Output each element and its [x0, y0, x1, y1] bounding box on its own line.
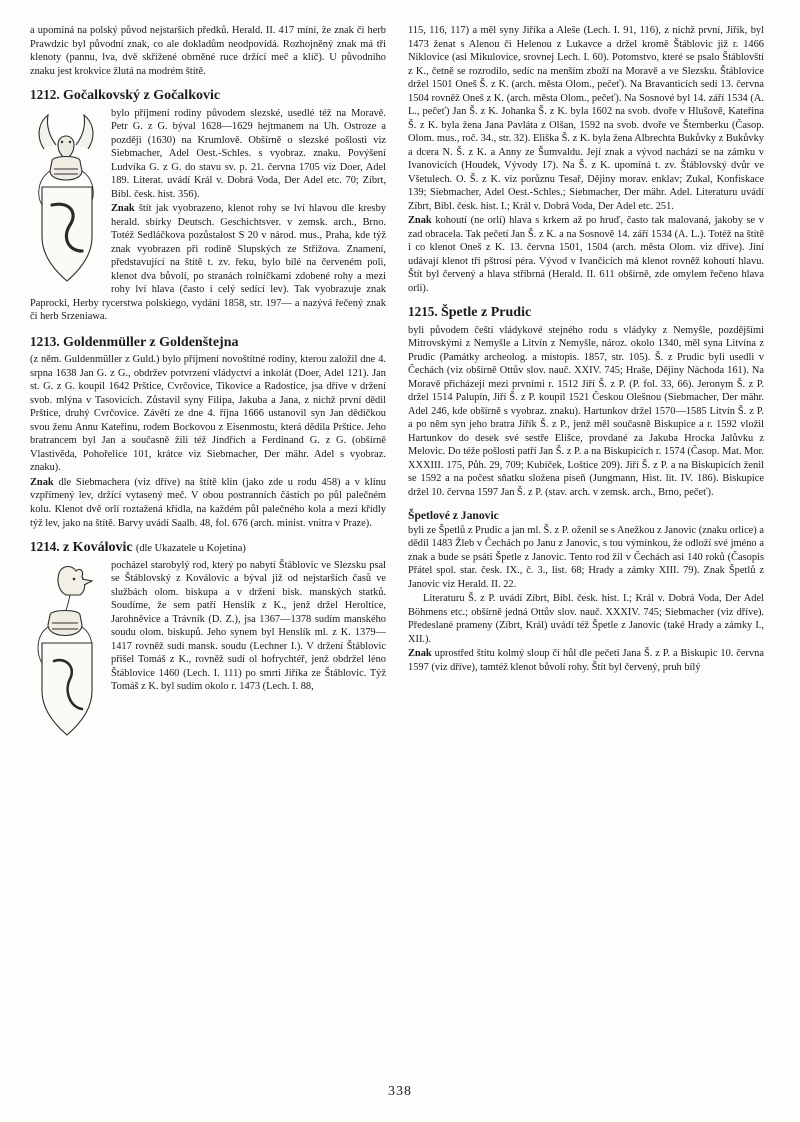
znak-label: Znak [111, 203, 135, 215]
entry-name: Goldenmüller z Goldenštejna [62, 334, 239, 350]
znak-text: kohoutí (ne orlí) hlava s krkem až po hruď, často tak malovaná, jakoby se v zad obracela. Tak pečetí Jan Š. z K. a na Sosnově 14. září 1534 (A. L.). Totéž na štítě i co klenot Oneš z K. 13. června 1501, 1504 (arch. města Olom. viz dříve). Jiní udávají klenot tři pštrosí péra. Vývod v Ivančicích má klenot rovněž kohoutí hlavu. Štít byl červený a hlava stříbrná (Herald. II. 611 obšírně, zde omylem řečeno hlava orlí). [408, 215, 764, 294]
znak-label: Znak [30, 476, 54, 488]
entry-heading-1213 [30, 334, 386, 352]
paragraph: 115, 116, 117) a měl syny Jiříka a Aleše (Lech. I. 91, 116), z nichž první, Jiřík, byl 1473 ženat s Alenou či Helenou z Lukavce a držel kromě Štáblovic již r. 1466 Niklovice (asi Mikulovice, srovnej Lech. I. 60). Potomstvo, které se psalo Štáblovští z K., četně se rozrodilo, sedíc na menším zboží na Moravě a ve Slezsku. Štáblovice držel 1501 Oneš Š. z K. (arch. města Olom., pečeť). Na Bravanticích sedí 13. června 1504 rovněž Oneš z K. (arch. města Olom., pečeť). Na Sosnové byl 14. září 1534 (A. L., pečeť) Jan Š. z K. Johanka Š. z K. byla 1602 na svob. dvoře v Hlušově, Kateřina Š. z K. byla žena Jana Pavláta z Olšan, 1592 na svob. dvoře ve Šternberku (Časop. Olom. mus., roč. 34., str. 32). Eliška Š. z K. byla žena Albrechta Bukůvky z Bukůvky a dcera N. Š. z K. a Anny ze Šumvaldu. Její znak a vývod nachází se na zámku v Ivanovicích (Houdek, Vývody 17). Na Š. z K. upomíná t. zv. Štáblovský dvůr ve Všetulech. O. Š. z K. viz porůznu Tesař, Dějiny morav. enklav; Zukal, Konfiskace 139; Siebmacher, Adel Oest.-Schles.; Siebmacher, Der mähr. Adel. Literaturu uvádí Zíbrt, Bibl. česk. hist. I.; Král v. Dobrá Voda, Der Adel etc. 251. [408, 25, 764, 212]
entry-name-note: (dle Ukazatele u Kojetína) [135, 543, 246, 555]
znak-text: uprostřed štítu kolmý sloup či hůl dle pečeti Jana Š. z P. a Biskupic 10. června 1597 (viz dříve), tamtéž klenot bůvolí rohy. Štít byl červený, pruh bílý [408, 648, 764, 673]
coat-of-arms-kovalovic [30, 561, 104, 739]
paragraph: (z něm. Guldenmüller z Guld.) bylo příjmení novoštítné rodiny, kterou založil dne 4. srpna 1638 Jan G. z G., obdržev potvrzení vládyctví a inkolát (Doer, Adel 121). Jan st. G. z G. koupil 1642 Prštice, Cvrčovice, Tikovice a Radostice, jsa dříve v držení svob. mlýna v Tasovicích. Zůstavil syny Filipa, Jakuba a Jana, z nichž první dědil Prštice, druhý Cvrčovice. Závětí ze dne 4. října 1666 ustanovil syn Jan dědičkou svou ženu Annu Kateřinu, rodem Bockovou z Eisenmostu, která dědila Prštice. Jeho bratrancem byl Jan a současně žili též Jindřich a Ferdinand G. z G. (obšírně Vlastivěda, Pohořelice 101, krátce viz Siebmacher, Der mähr. Adel s vyobraz. znaku). [30, 354, 386, 474]
paragraph: bylo příjmení rodiny původem slezské, usedlé též na Moravě. Petr G. z G. býval 1628—1629 hejtmanem na Uh. Ostroze a později (1630) na Krumlově. Obšírně o slezské pošlosti viz Siebmacher, Adel Oest.-Schles. s vyobraz. znaku. Povýšení Ludvíka G. z G. do stavu sv. p. 21. června 1705 viz Doer, Adel 189. Literat. uvádí Král v. Dobrá Voda, Der Adel etc. 70; Zíbrt, Bibl. česk. hist. 356). [111, 107, 386, 200]
two-column-layout [30, 24, 770, 1064]
paragraph-literature: Literaturu Š. z P. uvádí Zíbrt, Bibl. česk. hist. I.; Král v. Dobrá Voda, Der Adel Böhmens etc.; obšírně jedná Ottův slov. nauč. XXXIV. 745; Siebmacher (viz dříve). Předeslané prameny (Zíbrt, Král) uvádí též Špetle z Janovic (také Hrady a zámky I., XII.). [408, 593, 764, 645]
entry-heading-1212 [30, 87, 386, 105]
paragraph-znak [30, 476, 386, 530]
znak-label: Znak [408, 648, 432, 660]
entry-number: 1213. [30, 333, 60, 349]
entry-number: 1215. [408, 304, 438, 320]
entry-heading-1214 [30, 539, 386, 557]
paragraph: pocházel starobylý rod, který po nabytí Štáblovic ve Slezsku psal se Štáblovský z Koválovic a býval již od nejstarších časů ve službách olom. biskupa a v držení bisk. manských statků. Soudíme, že sem patří Henslík z K., jenž držel Heroltice, Jarohněvice a Trávník (D. Z.), jsa 1367—1378 sudím manského soudu olom. biskupů. Jeho synem byl Henslík ml. z K. 1379—1417 rovněž sudí mansk. soudu (Lechner I.). V držení Štáblovic přišel Tomáš z K., rovněž sudí ol hofrychtéř, jenž obdržel léno Štáblovice 1460 (Lech. I. 111) po smrti Jiříka ze Štáblovic. Týž Tomáš z K. byl sudím okolo r. 1473 (Lech. I. 88, [111, 559, 386, 693]
entry-heading-1215 [408, 304, 764, 322]
znak-text: dle Siebmachera (viz dříve) na štítě klín (jako zde u rodu 458) a v klínu vzpřímený lev, držící vytasený meč. V obou postranních částích po půl palečném kolu. Klenot dvě orlí roztažená křídla, na každém půl palečného kola a mezi křídly týž lev, jako na štítě. Barvy uvádí Saalb. 48, fol. 676 (arch. minist. vnitra v Praze). [30, 476, 386, 529]
entry-number: 1212. [30, 87, 60, 103]
coat-of-arms-gocalkovsky [30, 109, 104, 287]
subentry-name: Špetlové z Janovic [408, 508, 499, 522]
znak-label: Znak [408, 215, 432, 227]
paragraph: byli původem čeští vládykové stejného rodu s vládyky z Nemyšle, pozdějšími Mitrovskými z Nemyšle a Litvín z Nemyšle, nároz. okolo 1340, měl syna Litvína z Prudic (Památky archeolog. a místopis. 1857, str. 105). Š. z Prudic byli usedli v Čechách (viz obšírně Ottův slov. nauč. XXIV. 745; Hraše, Dějiny Náchoda 161). Na Moravě přicházejí mezi prvními r. 1512 Jiří Š. z P. (P. fol. 33, 66). Jeronym Š. z P. držel 1514 Palupín, Jiří Š. z P. koupil 1521 Českou Olešnou (Siebmacher, Der mähr. Adel 246, kde obšírně s vyobraz. znaku). Hartunkov držel 1570—1585 Litvín Š. z P. a po něm syn jeho bratra Jiřík Š. z P., jenž měl současně Biskupice a r. 1592 vložil Hartunkov do desek své sestře Elišce, provdané za Jakuba Hrocka Jalůvku z Melovic. Do téže pošlosti patří Jan Š. z P. a na Biskupicích r. 1574 (Časop. Mat. Mor. XXXIII. 175, Půh. 29, 709; Kubíček, Loštice 209). Jiří Š. z P. a na Biskupicích ženil se 1592 a na počest sňatku složena píseň (Jungmann, Hist. lit. IV. 186). Biskupice držel 10. června 1597 Jan Š. z P. (stav. arch. v zemsk. arch., Brno, pečeť). [408, 324, 764, 498]
right-column [408, 24, 764, 1064]
paragraph: byli ze Špetlů z Prudic a jan ml. Š. z P. oženil se s Anežkou z Janovic (znaku orlice) a dědil 1483 Žleb v Čechách po Janu z Janovic, s tou výmínkou, že odloží své jméno a znak a bude se psáti Špetle z Janovic. Tento rod žil v Čechách asi 140 roků (Časopis Přátel spol. star. česk. IX., č. 3., list. 68; Hrady a zámky XIII. 79). Znak Špetlů z Janovic viz Herald. II. 22. [408, 524, 764, 590]
paragraph: a upomíná na polský původ nejstarších předků. Herald. II. 417 míní, že znak či herb Prawdzic byl původní znak, co ale dokladům neodpovídá. Rozhojněný znak má tři klenoty (pannu, lva, dvě skřížené obrněné ruce držící meč a klíč). U původního znaku jest krokvice žlutá na modrém štítě. [30, 25, 386, 77]
entry-name: Gočalkovský z Gočalkovic [62, 88, 221, 104]
entry-name: Špetle z Prudic [440, 305, 532, 321]
entry-name: z Koválovic [62, 540, 133, 556]
page-number: 338 [388, 1084, 412, 1099]
paragraph-znak [408, 214, 764, 295]
subentry-heading-spetlove [408, 508, 764, 523]
znak-text: štít jak vyobrazeno, klenot rohy se lví hlavou dle kresby herald. sbírky Deutsch. Geschichtsver. v zemsk. arch., Brno. Totéž Sedláčkova pozůstalost S 20 v národ. mus., Praha, kde týž znak vyobrazen při rodině Slupských ze Střížova. Znamení, představující na štítě t. zv. řeku, bylo bílé na červeném poli, klenot dva bůvolí, po stranách rolničkami zdobené rohy a mezi rohy lví hlava (často i celý sedící lev). Tak vyobrazuje znak Paprocki, Herby rycerstwa polskiego, vydání 1858, str. 197— a nazývá řečený znak či herb Srzeniawa. [30, 203, 386, 323]
entry-number: 1214. [30, 539, 60, 555]
left-column [30, 24, 386, 1064]
paragraph-znak [408, 647, 764, 674]
